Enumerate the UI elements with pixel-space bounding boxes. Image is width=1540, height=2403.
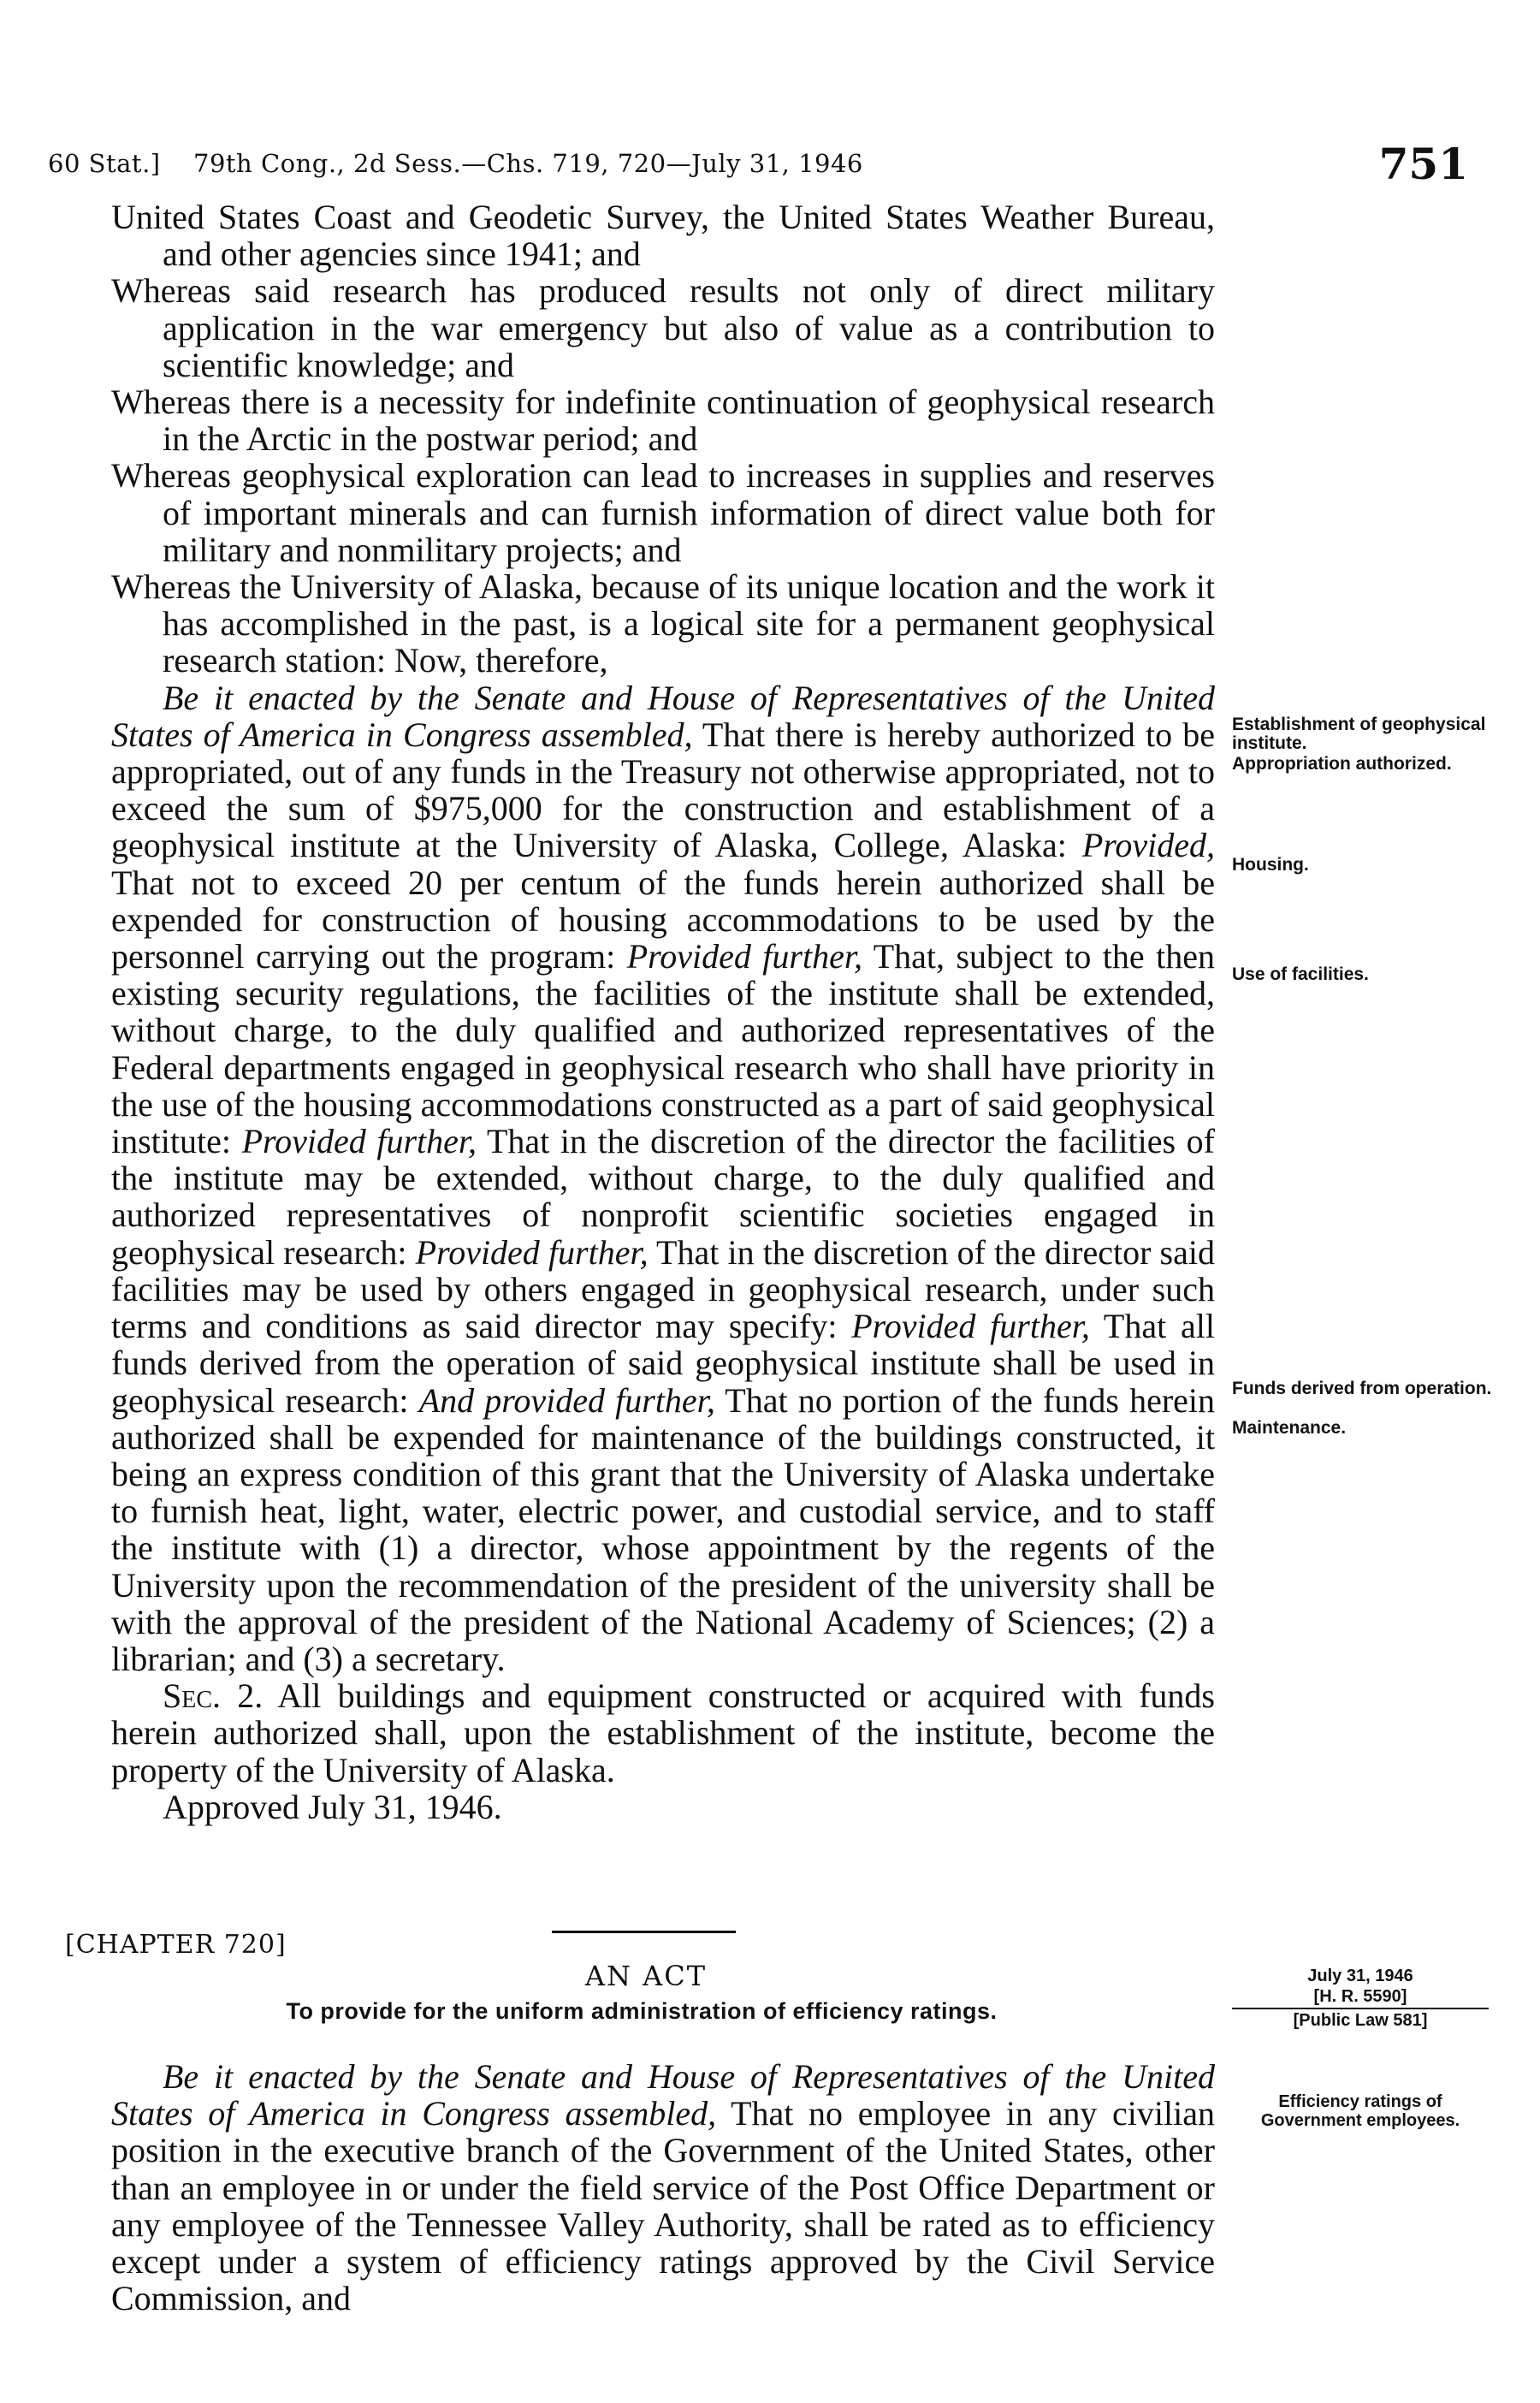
section-text: That no employee in any civilian position in the executive branch of the Government of the United States, other than an employee in or under the field service of the Post Office Department or any employee of the Tennessee Valley Authority, shall be rated as to efficiency except under a system of efficiency ratings approved by the Civil Service Commission, and — [111, 2094, 1215, 2318]
margin-note-efficiency-ratings: Efficiency ratings of Government employees. — [1260, 2092, 1460, 2130]
section-text: That, subject to the then existing security regulations, the facilities of the institute shall be extended, without charge, to the duly qualified and authorized representatives of the Federal departments engaged in geophysical research who shall have priority in the use of the housing accommodations constructed as a part of said geophysical institute: — [111, 937, 1215, 1161]
preamble-paragraph: Whereas geophysical exploration can lead to increases in supplies and reserves of important minerals and can furnish information of direct value both for military and nonmilitary projects; and — [111, 456, 1215, 569]
preamble-paragraph: United States Coast and Geodetic Survey, the United States Weather Bureau, and other agencies since 1941; and — [111, 198, 1215, 274]
statute-reference: 60 Stat.] — [48, 149, 161, 178]
margin-note-establishment: Establishment of geophysical institute. — [1232, 715, 1486, 753]
page-header — [48, 139, 1468, 189]
proviso: And provided further, — [418, 1380, 715, 1420]
public-law-number: [Public Law 581] — [1293, 2011, 1428, 2030]
act-subtitle: To provide for the uniform administration of efficiency ratings. — [286, 1998, 998, 2024]
margin-note-funds-derived: Funds derived from operation. — [1232, 1379, 1492, 1398]
act-title: AN ACT — [584, 1960, 708, 1992]
page-number: 751 — [1378, 139, 1468, 189]
preamble-paragraph: Whereas there is a necessity for indefinite continuation of geophysical research in the Arctic in the postwar period; and — [111, 383, 1215, 459]
section-1-text — [111, 679, 1215, 1677]
section-text: That there is hereby authorized to be appropriated, out of any funds in the Treasury not otherwise appropriated, not to exceed the sum of $975,000 for the construction and establishment of a geophysical institute at the University of Alaska, College, Alaska: — [111, 715, 1215, 865]
session-line: 79th Cong., 2d Sess.—Chs. 719, 720—July 31, 1946 — [193, 149, 863, 178]
bill-number: [H. R. 5590] — [1313, 1987, 1407, 2006]
margin-note-appropriation: Appropriation authorized. — [1232, 754, 1452, 774]
section-text: That not to exceed 20 per centum of the funds herein authorized shall be expended for construction of housing accommodations to be used by the personnel carrying out the program: — [111, 863, 1215, 976]
chapter-label: [CHAPTER 720] — [65, 1930, 287, 1960]
margin-note-maintenance: Maintenance. — [1232, 1418, 1347, 1438]
chapter-720-body — [111, 2058, 1215, 2317]
section-text: That no portion of the funds herein authorized shall be expended for maintenance of the buildings constructed, it being an express condition of this grant that the University of Alaska undertake to furnish heat, light, water, electric power, and custodial service, and to staff the institute with (1) a director, whose appointment by the regents of the University upon the recommendation of the president of the university shall be with the approval of the president of the National Academy of Sciences; (2) a librarian; and (3) a secretary. — [111, 1380, 1216, 1678]
section-text: All buildings and equipment constructed or acquired with funds herein authorized shall, upon the establishment of the institute, become the property of the University of Alaska. — [111, 1676, 1215, 1789]
bill-rule — [1232, 2008, 1489, 2009]
section-text: That in the discretion of the director said facilities may be used by others engaged in geophysical research, under such terms and conditions as said director may specify: — [111, 1232, 1215, 1346]
proviso: Provided further, — [626, 937, 862, 976]
margin-note-housing: Housing. — [1232, 855, 1309, 875]
preamble-paragraph: Whereas said research has produced results not only of direct military application in the war emergency but also of value as a contribution to scientific knowledge; and — [111, 271, 1215, 384]
separator-rule — [552, 1931, 736, 1933]
section-text: That all funds derived from the operation of said geophysical institute shall be used in geophysical research: — [111, 1307, 1215, 1420]
proviso: Provided further, — [241, 1122, 477, 1161]
margin-note-use-of-facilities: Use of facilities. — [1232, 964, 1369, 984]
act-date: July 31, 1946 — [1307, 1967, 1413, 1985]
section-label: Sec. 2. — [163, 1676, 264, 1716]
enacting-clause: Be it enacted by the Senate and House of Representatives of the United States of America in Congress assembled, — [111, 678, 1215, 754]
proviso: Provided further, — [415, 1232, 649, 1272]
chapter-719-body — [111, 199, 1215, 1825]
approval-line: Approved July 31, 1946. — [163, 1787, 502, 1826]
preamble-paragraph: Whereas the University of Alaska, because of its unique location and the work it has accomplished in the past, is a logical site for a permanent geophysical research station: Now, therefore, — [111, 567, 1215, 680]
proviso: Provided, — [1081, 826, 1215, 865]
bill-reference-block — [1232, 1966, 1489, 2031]
proviso: Provided further, — [851, 1307, 1090, 1346]
section-text: That in the discretion of the director the facilities of the institute may be extended, without charge, to the duly qualified and authorized representatives of nonprofit scientific societies engaged in geophysical research: — [111, 1122, 1215, 1272]
section-2-text — [111, 1677, 1215, 1789]
enacting-clause: Be it enacted by the Senate and House of Representatives of the United States of America in Congress assembled, — [111, 2057, 1215, 2133]
chapter-720-section-text — [111, 2058, 1215, 2317]
